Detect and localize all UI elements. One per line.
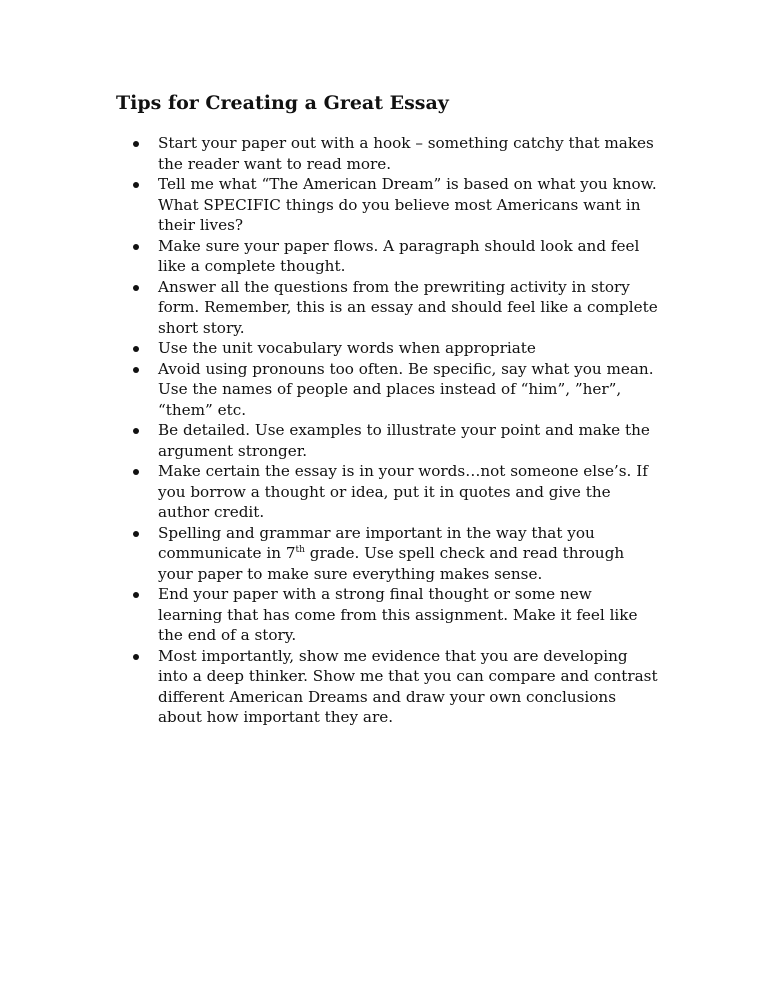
page-title: Tips for Creating a Great Essay bbox=[116, 92, 449, 114]
tip-item-pronouns bbox=[128, 359, 658, 421]
tip-text-before: Spelling and grammar are important in the way that you communicate in 7 bbox=[158, 523, 595, 562]
tip-item-spelling-grammar bbox=[128, 523, 658, 585]
tip-item-prewriting bbox=[128, 277, 658, 339]
tips-list bbox=[128, 133, 658, 728]
tip-text: Answer all the questions from the prewriting activity in story form. Remember, this is an essay and should feel like a complete short story. bbox=[158, 277, 658, 337]
tip-text: Tell me what “The American Dream” is based on what you know. What SPECIFIC things do you believe most Americans want in their lives? bbox=[158, 175, 657, 234]
bullet-icon bbox=[133, 182, 139, 188]
bullet-icon bbox=[133, 531, 139, 537]
tip-item-own-words bbox=[128, 461, 658, 523]
tip-item-ending bbox=[128, 584, 658, 646]
bullet-icon bbox=[133, 244, 139, 250]
bullet-icon bbox=[133, 469, 139, 475]
tip-text: Most importantly, show me evidence that you are developing into a deep thinker. Show me that you can compare and contrast different American Dreams and draw your own conclusions about how important they are. bbox=[158, 646, 658, 726]
tip-item-hook bbox=[128, 133, 658, 174]
bullet-icon bbox=[133, 592, 139, 598]
bullet-icon bbox=[133, 367, 139, 373]
tip-text: End your paper with a strong final thought or some new learning that has come from this assignment. Make it feel like the end of a story. bbox=[158, 585, 638, 644]
tip-text: Start your paper out with a hook – something catchy that makes the reader want to read more. bbox=[158, 134, 654, 173]
tip-text: Make sure your paper flows. A paragraph should look and feel like a complete thought. bbox=[158, 236, 640, 275]
bullet-icon bbox=[133, 428, 139, 434]
tip-text: Avoid using pronouns too often. Be specific, say what you mean. Use the names of people and places instead of “him”, ”her”, “them” etc. bbox=[158, 359, 654, 419]
bullet-icon bbox=[133, 654, 139, 660]
tip-text: Make certain the essay is in your words…not someone else’s. If you borrow a thought or idea, put it in quotes and give the author credit. bbox=[158, 462, 648, 521]
bullet-icon bbox=[133, 141, 139, 147]
tip-text: Be detailed. Use examples to illustrate your point and make the argument stronger. bbox=[158, 421, 650, 460]
bullet-icon bbox=[133, 285, 139, 291]
grade-ordinal-suffix: th bbox=[295, 544, 305, 555]
tip-text-after: grade. Use spell check and read through your paper to make sure everything makes sense. bbox=[158, 544, 625, 583]
tip-item-vocabulary bbox=[128, 338, 658, 359]
tip-item-american-dream bbox=[128, 174, 658, 236]
tip-item-detailed bbox=[128, 420, 658, 461]
tip-item-flow bbox=[128, 236, 658, 277]
tip-item-deep-thinker bbox=[128, 646, 658, 728]
bullet-icon bbox=[133, 346, 139, 352]
tip-text: Use the unit vocabulary words when appropriate bbox=[158, 339, 536, 357]
